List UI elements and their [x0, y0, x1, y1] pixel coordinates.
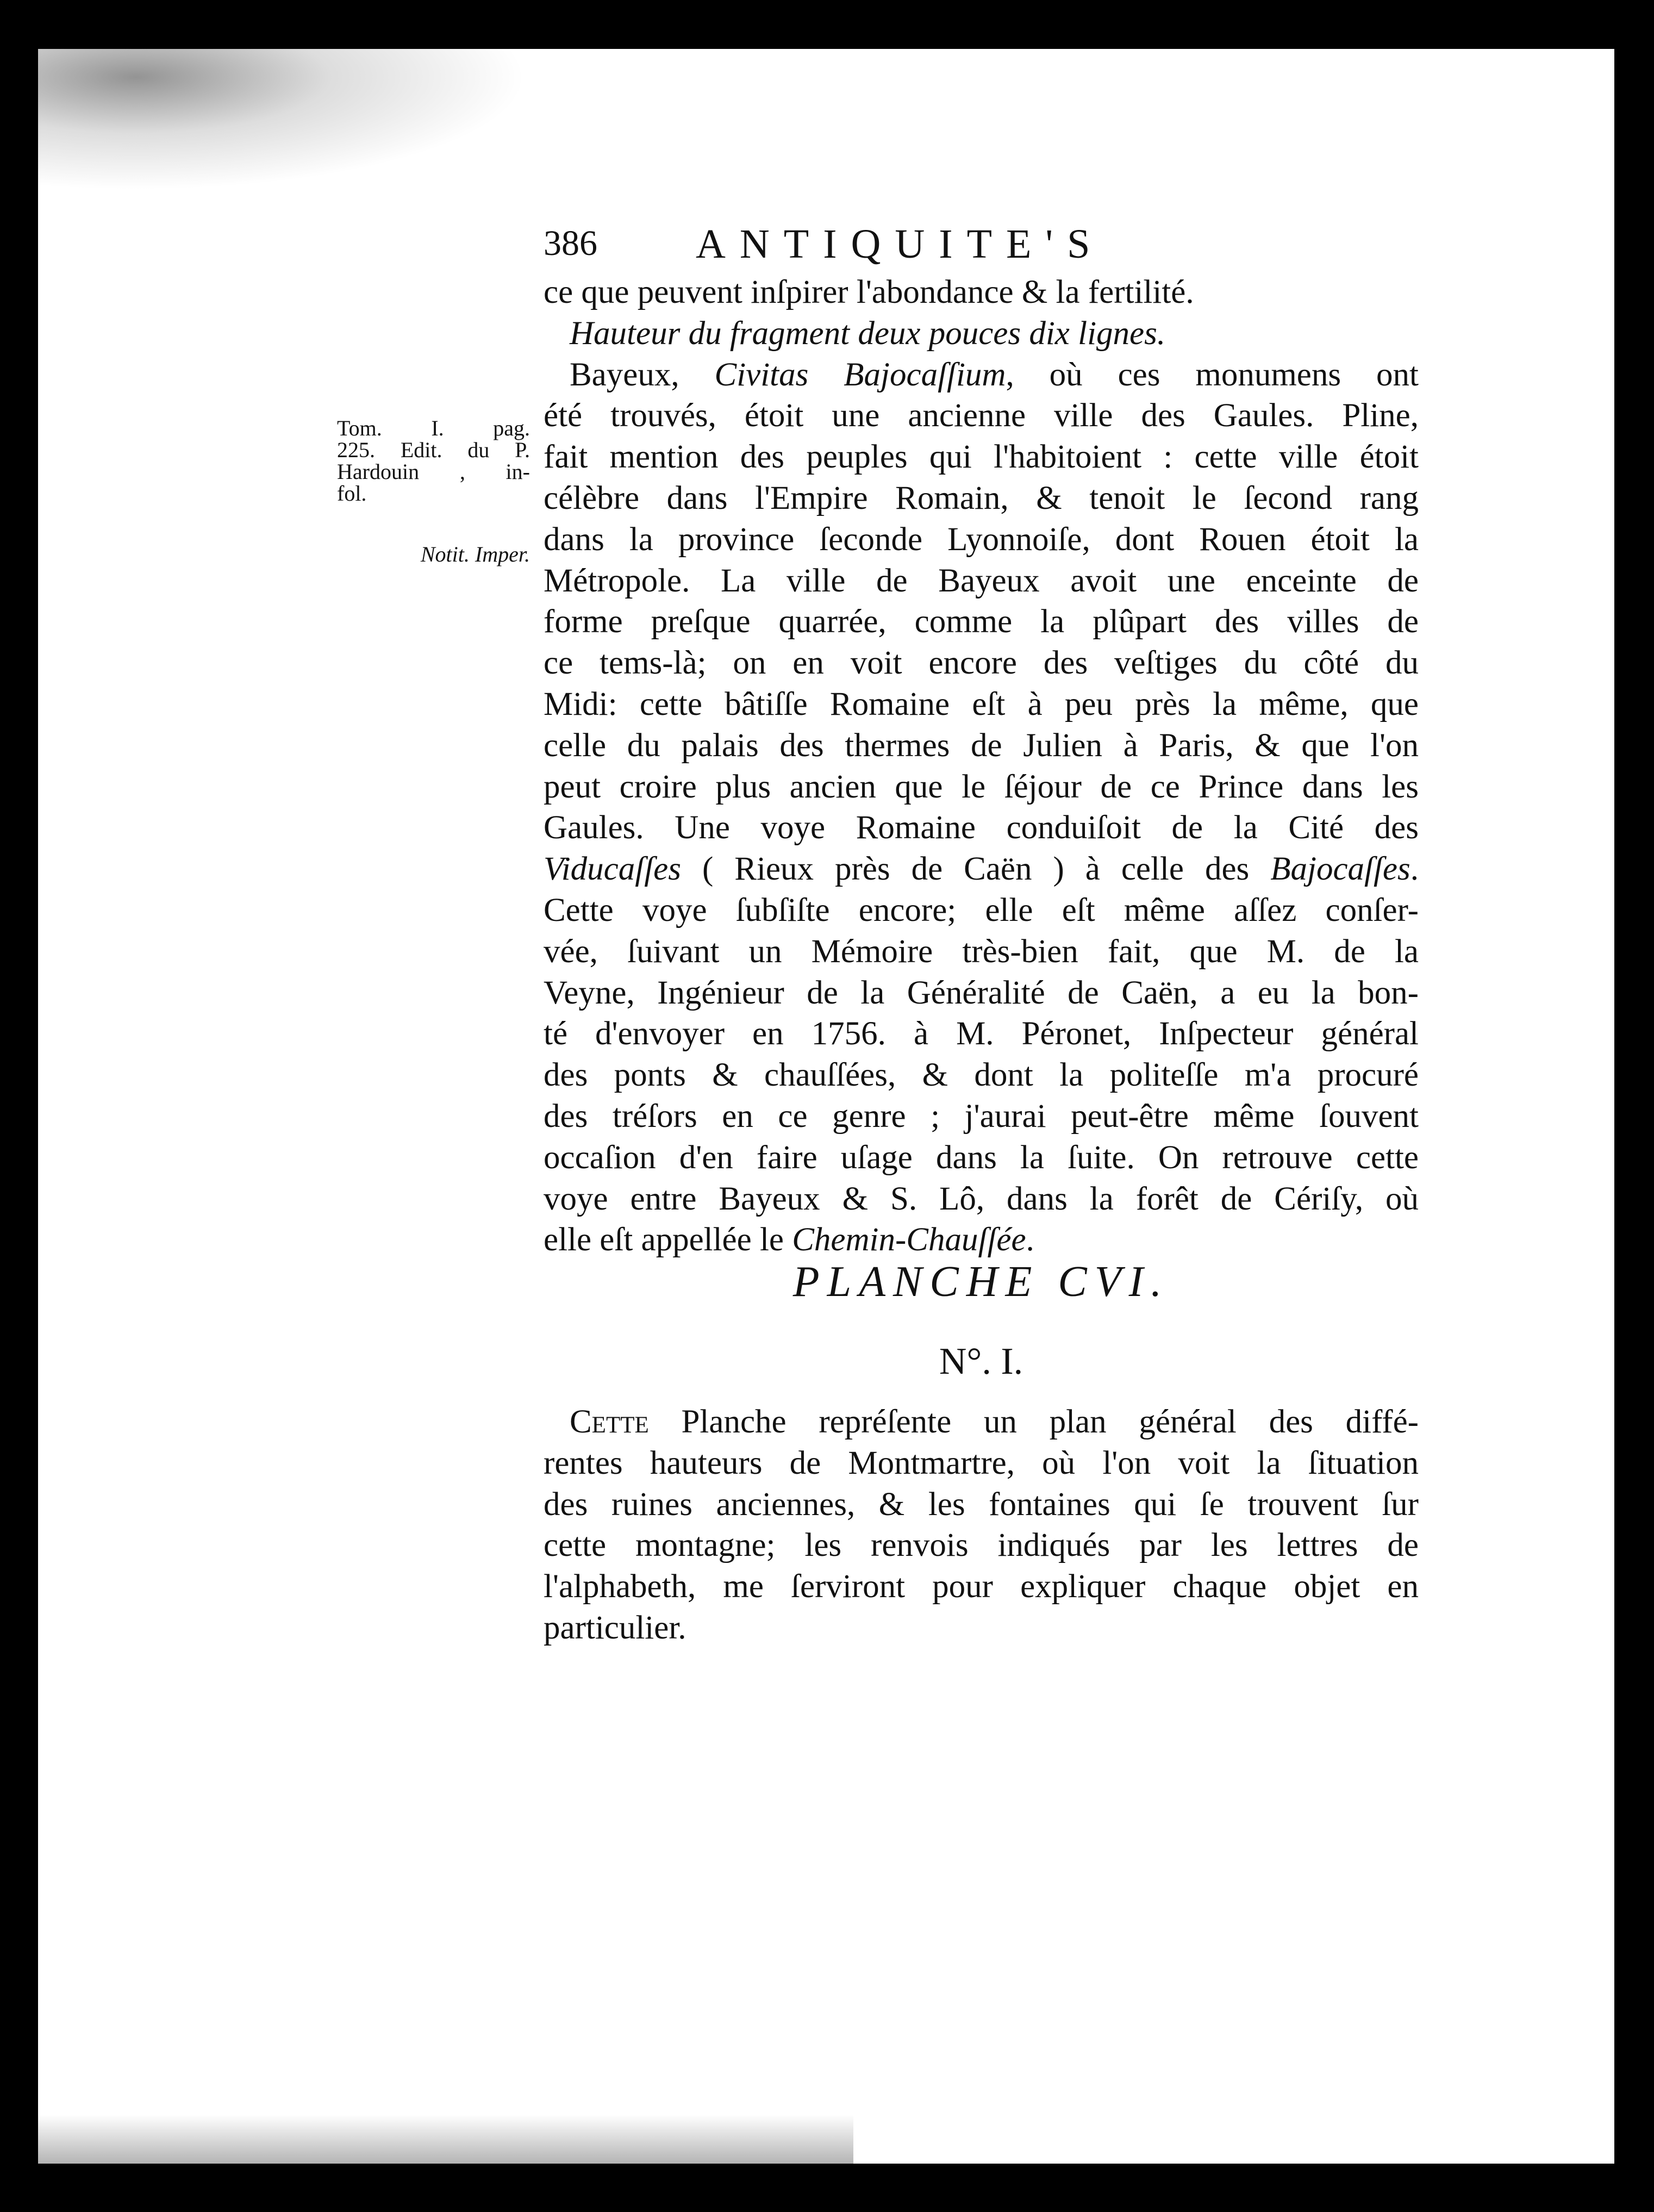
body-line — [544, 1219, 1419, 1261]
body-line: peut croire plus ancien que le ſéjour de ce Prince dans les — [544, 768, 1419, 805]
body-line: été trouvés, étoit une ancienne ville des Gaules. Pline, — [544, 397, 1419, 434]
body-line: ce que peuvent inſpirer l'abondance & la fertilité. — [544, 274, 1194, 310]
plate-title: PLANCHE CVI. — [792, 1258, 1170, 1306]
body-line: té d'envoyer en 1756. à M. Péronet, Inſpecteur général — [544, 1015, 1419, 1052]
margin-note-line: fol. — [337, 481, 367, 506]
page-header — [544, 220, 1250, 280]
body-line: forme preſque quarrée, comme la plûpart des villes de — [544, 603, 1419, 640]
line-segment: , où ces monumens ont — [1006, 356, 1419, 393]
body-line: Cette voye ſubſiſte encore; elle eſt même aſſez conſer- — [544, 892, 1419, 929]
fragment-height-line: Hauteur du fragment deux pouces dix lignes. — [570, 315, 1166, 352]
plate-line — [544, 1401, 1419, 1443]
body-line: Gaules. Une voye Romaine conduiſoit de la Cité des — [544, 809, 1419, 846]
plate-line: l'alphabeth, me ſerviront pour expliquer chaque objet en — [544, 1568, 1419, 1605]
margin-note-line: Tom. I. pag. — [337, 416, 530, 440]
plate-number: N°. I. — [939, 1341, 1023, 1382]
body-line: Veyne, Ingénieur de la Généralité de Caën, a eu la bon- — [544, 974, 1419, 1011]
italic-term: Bajocaſſes — [1270, 851, 1410, 888]
page-number: 386 — [544, 223, 597, 263]
plate-line: cette montagne; les renvois indiqués par les lettres de — [544, 1527, 1419, 1564]
margin-note-notitia: Notit. Imper. — [420, 542, 530, 566]
body-line: célèbre dans l'Empire Romain, & tenoit le ſecond rang — [544, 479, 1419, 516]
body-line: ce tems-là; on en voit encore des veſtiges du côté du — [544, 645, 1419, 682]
line-segment: ( Rieux près de Caën ) à celle des — [681, 851, 1271, 888]
body-line — [544, 849, 1419, 890]
scan-shadow-top-left — [38, 49, 527, 190]
plate-description — [544, 1401, 1419, 1649]
line-segment: . — [1026, 1222, 1034, 1258]
margin-note-line: 225. Edit. du P. — [337, 438, 530, 462]
body-line: des ponts & chauſſées, & dont la politeſſe m'a procuré — [544, 1057, 1419, 1094]
running-head: ANTIQUITE'S — [696, 221, 1104, 267]
body-line: vée, ſuivant un Mémoire très-bien fait, que M. de la — [544, 933, 1419, 970]
line-segment: elle eſt appellée le — [544, 1222, 792, 1258]
italic-term: Chemin-Chauſſée — [792, 1222, 1026, 1258]
italic-term: Viducaſſes — [544, 851, 681, 888]
body-line: Métropole. La ville de Bayeux avoit une enceinte de — [544, 562, 1419, 599]
body-line: Midi: cette bâtiſſe Romaine eſt à peu près la même, que — [544, 686, 1419, 722]
line-segment: Bayeux, — [570, 356, 715, 393]
latin-phrase: Civitas Bajocaſſium — [714, 356, 1006, 393]
plate-line: rentes hauteurs de Montmartre, où l'on voit la ſituation — [544, 1444, 1419, 1481]
plate-line: des ruines anciennes, & les fontaines qui ſe trouvent ſur — [544, 1486, 1419, 1523]
plate-line: particulier. — [544, 1609, 686, 1646]
margin-notes — [337, 418, 530, 565]
line-segment: Planche repréſente un plan général des diffé- — [648, 1404, 1419, 1440]
body-line: dans la province ſeconde Lyonnoiſe, dont Rouen étoit la — [544, 521, 1419, 558]
body-line: celle du palais des thermes de Julien à Paris, & que l'on — [544, 727, 1419, 764]
body-line — [544, 354, 1419, 396]
line-segment: . — [1410, 851, 1419, 888]
body-line: occaſion d'en faire uſage dans la ſuite. On retrouve cette — [544, 1139, 1419, 1176]
scan-shadow-bottom-left — [38, 2115, 853, 2164]
body-line: des tréſors en ce genre ; j'aurai peut-être même ſouvent — [544, 1098, 1419, 1135]
body-line: fait mention des peuples qui l'habitoient : cette ville étoit — [544, 439, 1419, 476]
body-line: voye entre Bayeux & S. Lô, dans la forêt de Cériſy, où — [544, 1180, 1419, 1217]
body-text — [544, 272, 1419, 1261]
drop-word: Cette — [570, 1404, 649, 1440]
margin-note-line: Hardouin , in- — [337, 459, 530, 484]
